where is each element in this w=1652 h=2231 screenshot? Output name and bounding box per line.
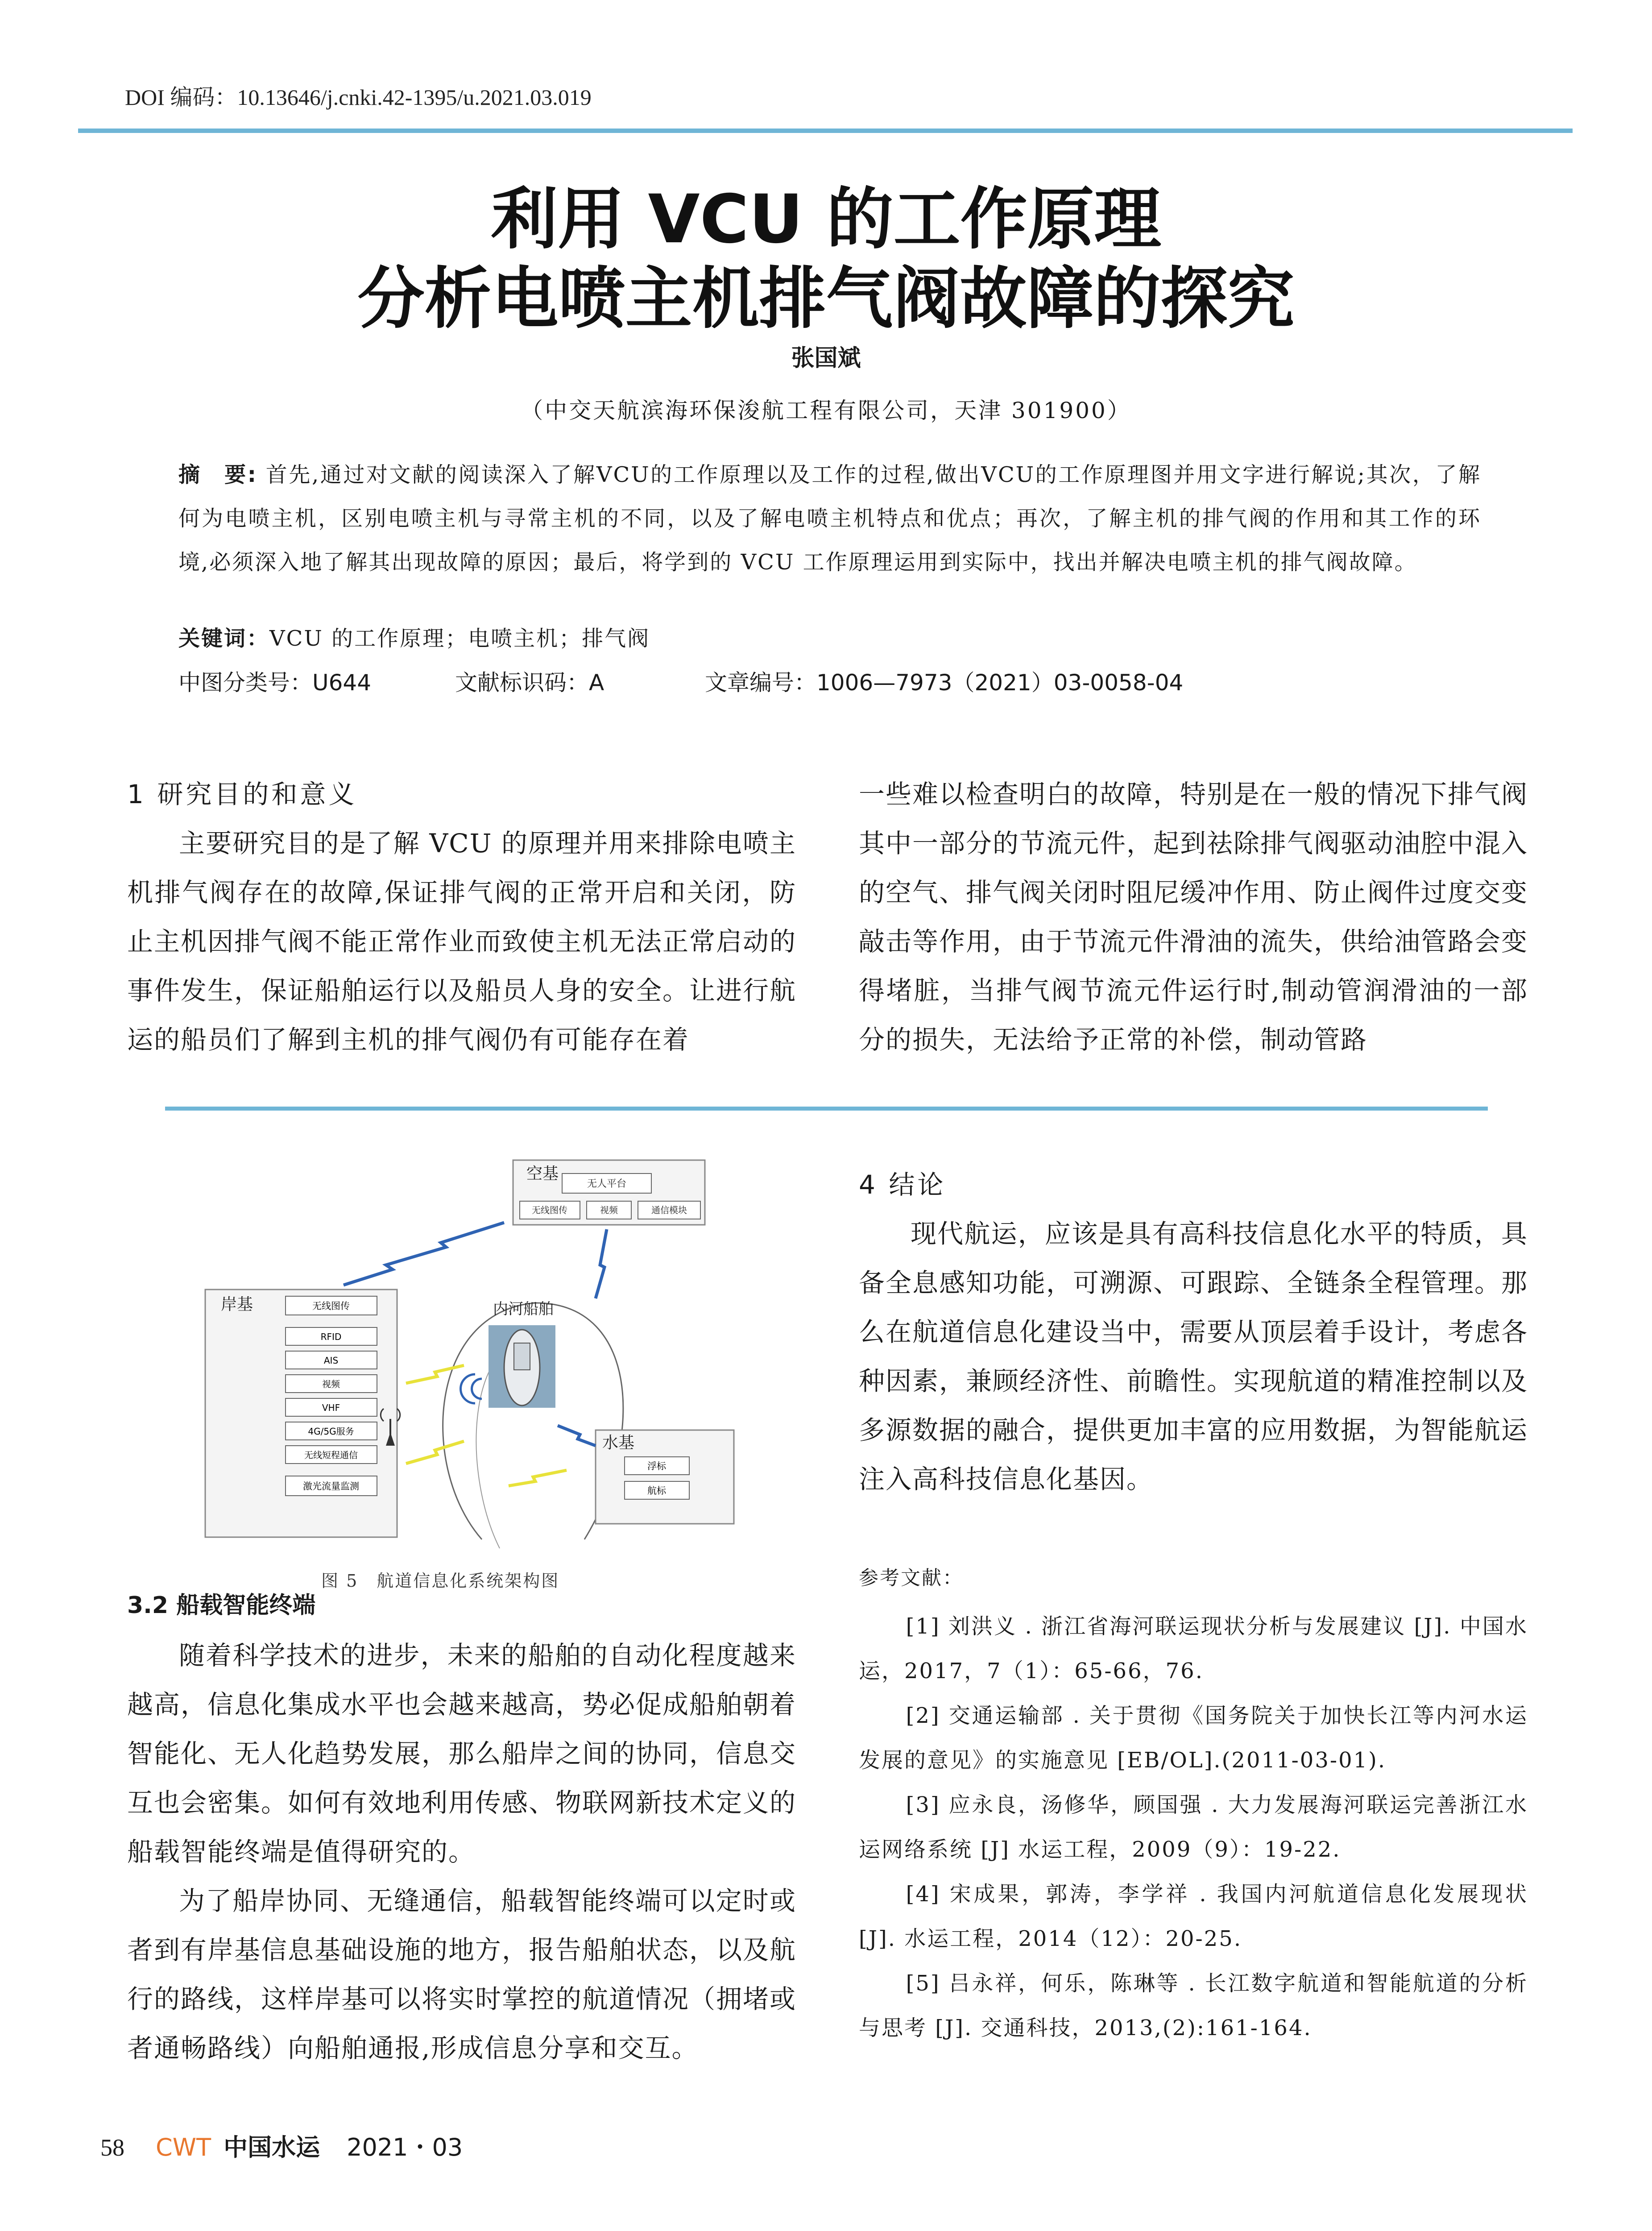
section-1-continued-paragraph: 一些难以检查明白的故障，特别是在一般的情况下排气阀其中一部分的节流元件，起到祛除排气阀驱动油腔中混入的空气、排气阀关闭时阻尼缓冲作用、防止阀件过度交变敲击等作用，由于节流元件滑油的流失，供给油管路会变得堵脏，当排气阀节流元件运行时,制动管润滑油的一部分的损失，无法给予正常的补偿，制动管路 [859, 779, 1528, 1055]
section-1-paragraph: 主要研究目的是了解 VCU 的原理并用来排除电喷主机排气阀存在的故障,保证排气阀的正常开启和关闭，防止主机因排气阀不能正常作业而致使主机无法正常启动的事件发生，保证船舶运行以及船员人身的安全。让进行航运的船员们了解到主机的排气阀仍有可能存在着 [127, 828, 797, 1055]
air-item-label: 通信模块 [651, 1205, 687, 1215]
reference-item: [3] 应永良，汤修华，顾国强 . 大力发展海河联运完善浙江水运网络系统 [J] 水运工程，2009（9）：19-22. [859, 1792, 1528, 1862]
shore-item-label: 无线图传 [312, 1301, 350, 1311]
shore-base-title: 岸基 [221, 1295, 253, 1314]
author: 张国斌 [791, 345, 861, 372]
water-base-title: 水基 [602, 1434, 635, 1452]
references-heading: 参考文献： [859, 1567, 964, 1589]
ship-icon [461, 1325, 556, 1408]
shore-item-label: 无线短程通信 [304, 1450, 358, 1460]
article-number: 文章编号：1006—7973（2021）03-0058-04 [705, 670, 1184, 696]
figure-caption: 图 5 航道信息化系统架构图 [321, 1571, 560, 1591]
abstract [178, 453, 1481, 584]
shore-item-label: 视频 [322, 1379, 340, 1389]
section-1-body [127, 819, 796, 1064]
air-item-label: 无线图传 [532, 1205, 567, 1215]
top-divider [78, 129, 1573, 133]
journal-brand: CWT [156, 2133, 211, 2161]
title-line-2: 分析电喷主机排气阀故障的探究 [357, 260, 1295, 338]
shore-item-label: 4G/5G服务 [308, 1426, 354, 1437]
link-air-ship-lightning [596, 1229, 607, 1298]
figure-architecture-diagram [196, 1156, 785, 1557]
keywords-text: VCU 的工作原理；电喷主机；排气阀 [269, 626, 650, 651]
classification-line [178, 665, 1183, 697]
water-item-label: 浮标 [647, 1461, 666, 1472]
reference-item: [2] 交通运输部 . 关于贯彻《国务院关于加快长江等内河水运发展的意见》的实施意见 [EB/OL].(2011-03-01). [859, 1703, 1528, 1773]
references-list [859, 1604, 1528, 2050]
title-line-1: 利用 VCU 的工作原理 [491, 181, 1161, 258]
reference-item: [5] 吕永祥，何乐，陈琳等 . 长江数字航道和智能航道的分析与思考 [J]. 交通科技，2013,(2):161-164. [859, 1971, 1528, 2040]
shore-item-label: VHF [322, 1402, 340, 1413]
shore-item-label: RFID [320, 1331, 342, 1342]
link-shore-ship-lightning-2 [406, 1441, 464, 1464]
section-4-paragraph: 现代航运，应该是具有高科技信息化水平的特质，具备全息感知功能，可溯源、可跟踪、全链条全程管理。那么在航道信息化建设当中，需要从顶层着手设计，考虑各种因素，兼顾经济性、前瞻性。实现航道的精准控制以及多源数据的融合，提供更加丰富的应用数据，为智能航运注入高科技信息化基因。 [859, 1219, 1528, 1494]
reference-item: [4] 宋成果，郭涛，李学祥 . 我国内河航道信息化发展现状 [J]. 水运工程，2014（12）：20-25. [859, 1882, 1528, 1951]
journal-name: 中国水运 [224, 2133, 320, 2161]
section-1-continued [859, 770, 1528, 1064]
abstract-text: 首先,通过对文献的阅读深入了解VCU的工作原理以及工作的过程,做出VCU的工作原理图并用文字进行解说;其次，了解何为电喷主机，区别电喷主机与寻常主机的不同，以及了解电喷主机特点和优点；再次，了解主机的排气阀的作用和其工作的环境,必须深入地了解其出现故障的原因；最后，将学到的 VCU 工作原理运用到实际中，找出并解决电喷主机的排气阀故障。 [178, 462, 1481, 575]
section-3-2-paragraph: 随着科学技术的进步，未来的船舶的自动化程度越来越高，信息化集成水平也会越来越高，势必促成船舶朝着智能化、无人化趋势发展，那么船岸之间的协同，信息交互也会密集。如何有效地利用传感、物联网新技术定义的船载智能终端是值得研究的。 [127, 1640, 797, 1867]
shore-item-label: AIS [323, 1355, 339, 1366]
section-3-2-heading: 3.2 船载智能终端 [127, 1592, 316, 1619]
issue-number: 2021・03 [347, 2133, 463, 2161]
keywords [178, 621, 650, 652]
document-code: 文献标识码：A [455, 670, 604, 696]
section-1-heading: 1 研究目的和意义 [127, 779, 357, 809]
link-shore-ship-lightning [406, 1365, 464, 1383]
keywords-label: 关键词： [178, 626, 270, 651]
middle-divider [165, 1107, 1488, 1111]
reference-item: [1] 刘洪义 . 浙江省海河联运现状分析与发展建议 [J]. 中国水运，2017，7（1）：65-66，76. [859, 1614, 1528, 1684]
ship-label: 内河船舶 [493, 1300, 554, 1318]
section-3-2-paragraph: 为了船岸协同、无缝通信，船载智能终端可以定时或者到有岸基信息基础设施的地方，报告船舶状态，以及航行的路线，这样岸基可以将实时掌控的航道情况（拥堵或者通畅路线）向船舶通报,形成信息分享和交互。 [127, 1886, 797, 2063]
section-3-2-body [127, 1631, 796, 2073]
section-4-body [859, 1209, 1528, 1504]
clc-number: 中图分类号：U644 [178, 670, 372, 696]
doi-header: DOI 编码：10.13646/j.cnki.42-1395/u.2021.03.019 [125, 85, 592, 110]
air-uav-label: 无人平台 [587, 1178, 627, 1190]
section-4-heading: 4 结论 [859, 1169, 946, 1200]
affiliation: （中交天航滨海环保浚航工程有限公司，天津 301900） [521, 398, 1131, 423]
page-number: 58 [100, 2134, 124, 2161]
link-air-shore-lightning [344, 1223, 504, 1285]
page-footer [100, 2128, 463, 2163]
air-base-title: 空基 [526, 1165, 559, 1183]
abstract-label: 摘 要: [178, 462, 257, 487]
water-item-label: 航标 [647, 1485, 666, 1496]
air-item-label: 视频 [600, 1205, 618, 1215]
shore-item-label: 激光流量监测 [303, 1481, 359, 1492]
link-shore-water-lightning [509, 1470, 567, 1486]
link-ship-water-lightning [558, 1426, 596, 1446]
